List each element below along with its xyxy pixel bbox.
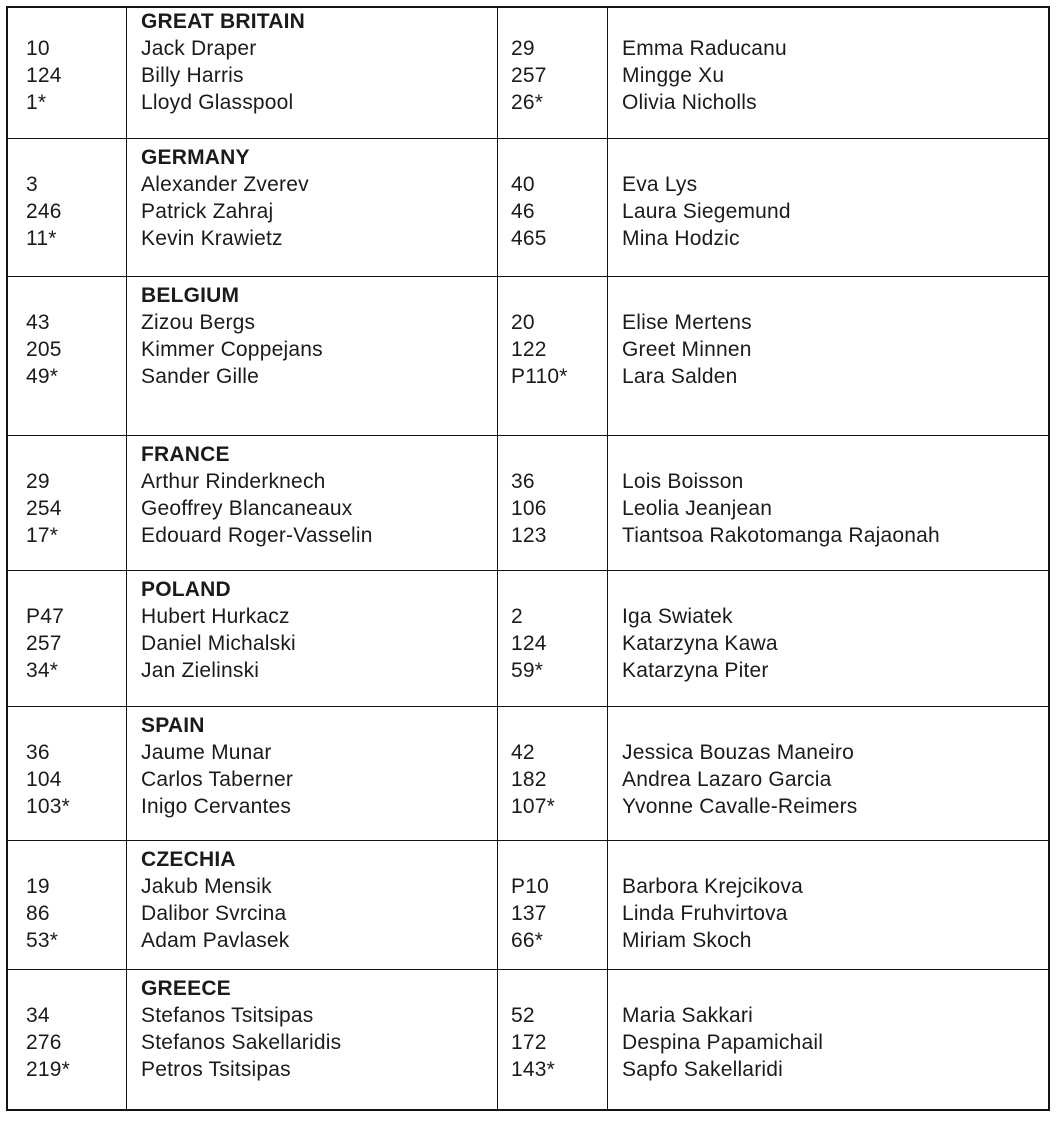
women-player-name: Olivia Nicholls (622, 91, 757, 114)
men-player-name: Daniel Michalski (141, 632, 296, 655)
women-ranks-cell (498, 970, 608, 1109)
country-name: FRANCE (141, 443, 230, 466)
men-rank: P47 (26, 605, 64, 628)
men-ranks-cell (8, 571, 127, 706)
men-player-name: Alexander Zverev (141, 173, 309, 196)
women-players-cell (608, 436, 1048, 570)
country-and-men-players-cell (127, 277, 498, 435)
women-players-cell (608, 571, 1048, 706)
country-row (8, 277, 1048, 436)
women-players-cell (608, 707, 1048, 840)
spacer-line (622, 441, 1048, 468)
women-ranks-cell (498, 707, 608, 840)
men-rank: 254 (26, 497, 62, 520)
women-rank: 123 (511, 524, 547, 547)
men-rank: 257 (26, 632, 62, 655)
women-rank: 52 (511, 1004, 535, 1027)
spacer-line (26, 282, 126, 309)
men-player-name: Jan Zielinski (141, 659, 260, 682)
country-and-men-players-cell (127, 707, 498, 840)
men-ranks-cell (8, 8, 127, 138)
women-players-cell (608, 8, 1048, 138)
country-row (8, 436, 1048, 571)
men-player-name: Zizou Bergs (141, 311, 256, 334)
women-rank: 66* (511, 929, 544, 952)
country-and-men-players-cell (127, 841, 498, 969)
women-rank: P10 (511, 875, 549, 898)
spacer-line (622, 576, 1048, 603)
country-row (8, 841, 1048, 970)
women-rank: 182 (511, 768, 547, 791)
men-rank: 43 (26, 311, 50, 334)
men-player-name: Dalibor Svrcina (141, 902, 287, 925)
men-player-name: Kevin Krawietz (141, 227, 283, 250)
country-and-men-players-cell (127, 970, 498, 1109)
men-rank: 3 (26, 173, 38, 196)
men-rank: 34 (26, 1004, 50, 1027)
women-player-name: Jessica Bouzas Maneiro (622, 741, 855, 764)
men-player-name: Stefanos Sakellaridis (141, 1031, 342, 1054)
country-name: POLAND (141, 578, 231, 601)
country-row (8, 707, 1048, 841)
women-rank: 40 (511, 173, 535, 196)
spacer-line (511, 282, 607, 309)
country-name: GREECE (141, 977, 231, 1000)
women-player-name: Mina Hodzic (622, 227, 740, 250)
women-rank: 2 (511, 605, 523, 628)
country-name: BELGIUM (141, 284, 240, 307)
men-player-name: Carlos Taberner (141, 768, 294, 791)
women-player-name: Elise Mertens (622, 311, 752, 334)
women-rank: 122 (511, 338, 547, 361)
men-player-name: Arthur Rinderknech (141, 470, 326, 493)
women-ranks-cell (498, 139, 608, 276)
men-rank: 10 (26, 37, 50, 60)
men-rank: 219* (26, 1058, 71, 1081)
men-player-name: Stefanos Tsitsipas (141, 1004, 314, 1027)
spacer-line (511, 144, 607, 171)
spacer-line (622, 975, 1048, 1002)
country-table (6, 6, 1050, 1111)
men-rank: 246 (26, 200, 62, 223)
women-ranks-cell (498, 277, 608, 435)
men-rank: 17* (26, 524, 59, 547)
women-rank: 36 (511, 470, 535, 493)
spacer-line (511, 975, 607, 1002)
women-rank: 46 (511, 200, 535, 223)
men-rank: 34* (26, 659, 59, 682)
women-rank: 137 (511, 902, 547, 925)
country-name: GERMANY (141, 146, 250, 169)
women-player-name: Laura Siegemund (622, 200, 791, 223)
men-rank: 29 (26, 470, 50, 493)
country-row (8, 970, 1048, 1109)
men-player-name: Kimmer Coppejans (141, 338, 323, 361)
women-ranks-cell (498, 436, 608, 570)
country-and-men-players-cell (127, 436, 498, 570)
spacer-line (26, 441, 126, 468)
country-and-men-players-cell (127, 8, 498, 138)
women-players-cell (608, 277, 1048, 435)
men-player-name: Patrick Zahraj (141, 200, 274, 223)
women-rank: 143* (511, 1058, 556, 1081)
men-ranks-cell (8, 139, 127, 276)
women-player-name: Despina Papamichail (622, 1031, 824, 1054)
women-player-name: Iga Swiatek (622, 605, 733, 628)
women-ranks-cell (498, 841, 608, 969)
men-ranks-cell (8, 277, 127, 435)
men-rank: 124 (26, 64, 62, 87)
women-player-name: Miriam Skoch (622, 929, 752, 952)
spacer-line (511, 8, 607, 35)
men-player-name: Geoffrey Blancaneaux (141, 497, 353, 520)
spacer-line (26, 144, 126, 171)
spacer-line (26, 846, 126, 873)
men-ranks-cell (8, 436, 127, 570)
women-player-name: Yvonne Cavalle-Reimers (622, 795, 858, 818)
women-players-cell (608, 970, 1048, 1109)
men-rank: 11* (26, 227, 57, 250)
women-player-name: Andrea Lazaro Garcia (622, 768, 832, 791)
spacer-line (622, 282, 1048, 309)
women-player-name: Eva Lys (622, 173, 698, 196)
women-player-name: Barbora Krejcikova (622, 875, 804, 898)
men-ranks-cell (8, 970, 127, 1109)
women-rank: 26* (511, 91, 544, 114)
women-rank: 124 (511, 632, 547, 655)
men-player-name: Petros Tsitsipas (141, 1058, 291, 1081)
country-name: GREAT BRITAIN (141, 10, 305, 33)
country-row (8, 8, 1048, 139)
men-rank: 1* (26, 91, 47, 114)
women-player-name: Katarzyna Piter (622, 659, 769, 682)
men-player-name: Inigo Cervantes (141, 795, 292, 818)
women-player-name: Lois Boisson (622, 470, 744, 493)
men-rank: 53* (26, 929, 59, 952)
men-player-name: Edouard Roger-Vasselin (141, 524, 373, 547)
men-rank: 49* (26, 365, 59, 388)
women-players-cell (608, 841, 1048, 969)
spacer-line (622, 8, 1048, 35)
women-player-name: Greet Minnen (622, 338, 752, 361)
men-player-name: Jack Draper (141, 37, 257, 60)
spacer-line (26, 712, 126, 739)
women-rank: 172 (511, 1031, 547, 1054)
women-rank: 465 (511, 227, 547, 250)
women-rank: 106 (511, 497, 547, 520)
men-player-name: Adam Pavlasek (141, 929, 290, 952)
men-player-name: Billy Harris (141, 64, 244, 87)
country-row (8, 571, 1048, 707)
men-rank: 36 (26, 741, 50, 764)
women-player-name: Tiantsoa Rakotomanga Rajaonah (622, 524, 940, 547)
spacer-line (26, 576, 126, 603)
country-and-men-players-cell (127, 139, 498, 276)
men-player-name: Sander Gille (141, 365, 259, 388)
country-name: CZECHIA (141, 848, 236, 871)
spacer-line (26, 975, 126, 1002)
women-rank: P110* (511, 365, 568, 388)
spacer-line (511, 712, 607, 739)
country-name: SPAIN (141, 714, 205, 737)
men-player-name: Lloyd Glasspool (141, 91, 294, 114)
men-rank: 276 (26, 1031, 62, 1054)
men-rank: 19 (26, 875, 50, 898)
men-player-name: Jaume Munar (141, 741, 272, 764)
women-player-name: Mingge Xu (622, 64, 725, 87)
spacer-line (511, 576, 607, 603)
men-rank: 86 (26, 902, 50, 925)
women-rank: 59* (511, 659, 544, 682)
spacer-line (26, 8, 126, 35)
spacer-line (622, 712, 1048, 739)
spacer-line (511, 441, 607, 468)
women-player-name: Sapfo Sakellaridi (622, 1058, 783, 1081)
women-ranks-cell (498, 8, 608, 138)
women-rank: 257 (511, 64, 547, 87)
spacer-line (511, 846, 607, 873)
country-row (8, 139, 1048, 277)
spacer-line (622, 144, 1048, 171)
women-player-name: Linda Fruhvirtova (622, 902, 788, 925)
women-player-name: Lara Salden (622, 365, 738, 388)
women-rank: 107* (511, 795, 556, 818)
spacer-line (622, 846, 1048, 873)
women-rank: 20 (511, 311, 535, 334)
women-player-name: Leolia Jeanjean (622, 497, 773, 520)
women-rank: 29 (511, 37, 535, 60)
men-rank: 103* (26, 795, 71, 818)
women-player-name: Emma Raducanu (622, 37, 787, 60)
country-and-men-players-cell (127, 571, 498, 706)
men-ranks-cell (8, 707, 127, 840)
men-player-name: Hubert Hurkacz (141, 605, 290, 628)
women-player-name: Maria Sakkari (622, 1004, 753, 1027)
women-ranks-cell (498, 571, 608, 706)
women-rank: 42 (511, 741, 535, 764)
women-player-name: Katarzyna Kawa (622, 632, 778, 655)
men-ranks-cell (8, 841, 127, 969)
men-rank: 104 (26, 768, 62, 791)
men-rank: 205 (26, 338, 62, 361)
men-player-name: Jakub Mensik (141, 875, 272, 898)
women-players-cell (608, 139, 1048, 276)
